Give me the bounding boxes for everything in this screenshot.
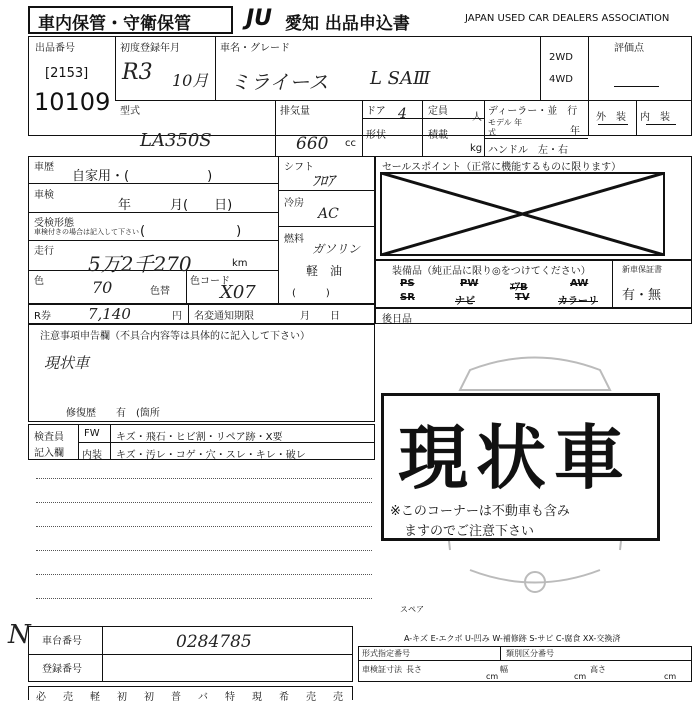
bottom-cell: 初 [117, 692, 127, 703]
repair-label: 修復歴 [66, 408, 96, 419]
model-value: LA350S [140, 130, 212, 151]
color-label: 色 [34, 276, 44, 287]
shaken-value: 年 月( 日) [118, 198, 233, 213]
dealer-label: ディーラー・並 行 [488, 106, 578, 117]
form-title: 愛知 出品申込書 [285, 14, 410, 34]
inspection-value: ( ) [140, 224, 242, 239]
warranty-value: 有・無 [622, 288, 662, 303]
bottom-cell: 売 [333, 692, 343, 703]
bottom-cell: 初 [144, 692, 154, 703]
cert-size-label: 車検証寸法 [362, 665, 402, 674]
bottom-cell: 特 [225, 692, 235, 703]
fuel-paren: ( ) [292, 288, 330, 299]
equip-navi: ナビ [455, 296, 475, 307]
mileage-label: 走行 [34, 246, 54, 257]
mileage-value: 5万2千270 [88, 252, 192, 276]
rating-interior-label: 内 装 [640, 112, 670, 123]
storage-label: 車内保管・守衛保管 [38, 14, 191, 34]
as-is-stamp-text: 現状車 [398, 417, 632, 499]
length-label: 長さ [406, 665, 422, 674]
shift-value: ﾌﾛｱ [312, 172, 335, 190]
aircon-label: 冷房 [284, 198, 304, 209]
lot-label: 出品番号 [35, 43, 75, 54]
reg-era: R3 [122, 60, 153, 85]
equip-tv: TV [515, 292, 530, 303]
capacity-unit: 人 [472, 112, 482, 123]
load-unit: kg [470, 143, 483, 154]
handle-label: ハンドル 左・右 [488, 145, 568, 156]
year-unit: 年 [570, 126, 580, 137]
first-reg-label: 初度登録年月 [120, 43, 180, 54]
rating-exterior-label: 外 装 [596, 112, 626, 123]
aircon-value: AC [318, 206, 339, 222]
equip-pw: PW [460, 278, 479, 289]
chassis-label: 車台番号 [42, 636, 82, 647]
notes-value: 現状車 [44, 354, 90, 372]
logo-icon: JU [246, 6, 273, 31]
shape-label: 形状 [366, 130, 386, 141]
spare-label: スペア [400, 605, 424, 614]
lot-code: [2153] [45, 66, 89, 81]
transfer-label: 名変通知期限 [194, 311, 254, 322]
car-grade: L SAⅢ [370, 68, 431, 89]
as-is-note-1: ※このコーナーは不動車も含み [390, 504, 570, 519]
bottom-cell: 軽 [90, 692, 100, 703]
bottom-cell: 希 [279, 692, 289, 703]
checker-fw-head: FW [84, 428, 100, 439]
drive-2wd: 2WD [549, 52, 573, 63]
height-label: 高さ [590, 665, 606, 674]
checker-int-items: キズ・汚レ・コゲ・穴・スレ・キレ・破レ [116, 450, 306, 461]
fuel-value-gasoline: ガソリン [312, 242, 361, 256]
damage-legend: A-キズ E-エクボ U-凹み W-補修跡 S-サビ C-腐食 XX-交換済 [404, 634, 621, 643]
checker-label-1: 検査員 [34, 432, 64, 443]
recycle-unit: 円 [172, 311, 182, 322]
capacity-label: 定員 [428, 106, 448, 117]
bottom-cell: 売 [306, 692, 316, 703]
width-unit: cm [574, 672, 587, 681]
equipment-label: 装備品（純正品に限り◎をつけてください） [392, 266, 591, 277]
regno-label: 登録番号 [42, 664, 82, 675]
bottom-row [28, 686, 353, 700]
shaken-label: 車検 [34, 190, 54, 201]
color-code-value: X07 [220, 282, 256, 303]
rating-label: 評価点 [614, 43, 644, 54]
bottom-cell: 普 [171, 692, 181, 703]
recycle-label: R券 [34, 311, 51, 322]
bottom-cell: バ [198, 692, 208, 703]
equip-ps: PS [400, 278, 415, 289]
checker-fw-items: キズ・飛石・ヒビ割・リペア跡・X要 [116, 432, 283, 443]
type-number-label: 形式指定番号 [362, 649, 410, 658]
checker-label-2: 記入欄 [34, 448, 64, 459]
mileage-unit: km [232, 258, 248, 269]
equip-sr: SR [400, 292, 415, 303]
shift-label: シフト [284, 162, 314, 173]
as-is-note-2: ますのでご注意下さい [404, 524, 535, 539]
fuel-label: 燃料 [284, 234, 304, 245]
lot-number: 10109 [34, 88, 111, 116]
association-name: JAPAN USED CAR DEALERS ASSOCIATION [465, 13, 670, 24]
equip-airbag: ｴｱB [510, 282, 528, 293]
car-name: ミライース [230, 70, 329, 94]
fuel-value-diesel: 軽 油 [306, 264, 343, 278]
inspection-sub: 車検付きの場合は記入して下さい [34, 228, 139, 236]
model-year-label: モデル 年式 [488, 118, 523, 137]
reg-month: 10月 [172, 71, 209, 90]
cross-out-mark [380, 172, 665, 256]
displacement-unit: cc [345, 138, 356, 149]
chassis-value: 0284785 [176, 632, 252, 652]
equip-color: カラーリ [558, 296, 598, 307]
width-label: 幅 [500, 665, 508, 674]
history-value: 自家用・( ) [72, 169, 213, 184]
doors-value: 4 [398, 106, 407, 122]
color-code-label: 色コード [190, 276, 230, 287]
accessories-frame [375, 308, 692, 324]
car-name-label: 車名・グレード [220, 43, 290, 54]
history-label: 車歴 [34, 162, 54, 173]
bottom-cell: 必 [36, 692, 46, 703]
bottom-cell: 売 [63, 692, 73, 703]
bottom-cell: 現 [252, 692, 262, 703]
doors-label: ドア [366, 106, 386, 117]
model-label: 型式 [120, 106, 140, 117]
color-value: 70 [92, 278, 113, 297]
length-unit: cm [486, 672, 499, 681]
displacement-label: 排気量 [280, 106, 310, 117]
displacement-value: 660 [296, 134, 329, 154]
transfer-value: 月 日 [300, 311, 340, 322]
check-mark: N [8, 620, 31, 650]
recycle-value: 7,140 [88, 305, 131, 323]
notes-label: 注意事項申告欄（不具合内容等は具体的に記入して下さい） [40, 331, 310, 342]
accessories-label: 後日品 [382, 314, 412, 325]
class-number-label: 類別区分番号 [506, 649, 554, 658]
height-unit: cm [664, 672, 677, 681]
color-change-label: 色替 [150, 286, 170, 297]
checker-int-head: 内装 [82, 450, 102, 461]
equip-aw: AW [570, 278, 589, 289]
sales-point-label: セールスポイント（正常に機能するものに限ります） [382, 162, 622, 173]
repair-value: 有 (箇所 [116, 408, 160, 419]
drive-4wd: 4WD [549, 74, 573, 85]
warranty-label: 新車保証書 [622, 265, 662, 274]
load-label: 積載 [428, 130, 448, 141]
inspection-label: 受検形態 [34, 218, 74, 229]
